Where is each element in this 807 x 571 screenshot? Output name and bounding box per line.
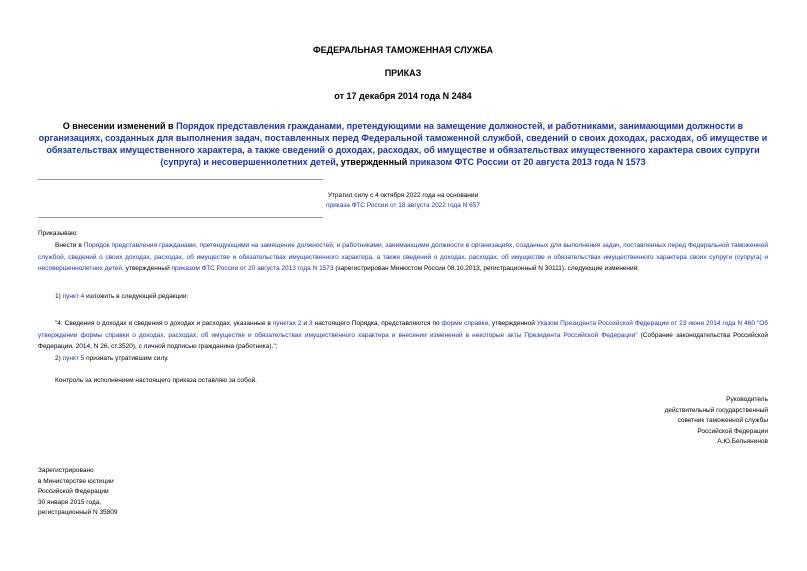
quote-mid-2: , утвержденной (488, 320, 537, 327)
registration-line-1: Зарегистрировано (38, 467, 94, 474)
item-2 (55, 353, 768, 365)
quote-link-item-3[interactable]: 3 (309, 320, 313, 327)
quote-mid-1: настоящего Порядка, представляются по (312, 320, 442, 327)
item-2-prefix: 2) (55, 355, 63, 362)
registration-line-2: в Министерстве юстиции (38, 477, 114, 485)
order-intro: Приказываю: (38, 230, 78, 237)
item-1-prefix: 1) (55, 293, 63, 300)
status-note: Утратил силу с 4 октября 2022 года на основании (327, 192, 479, 199)
main-paragraph (38, 240, 768, 275)
signature-block (560, 395, 768, 448)
heading-link-procedure[interactable]: Порядок представления гражданами, претендующими на замещение должностей, и работниками, занимающими должности в организациях, созданных для выполнения задач, поставленных перед Федеральной таможенной службой, сведений о своих доходах, расходах, об имуществе и обязательствах имущественного характера, а также сведений о доходах, расходах, об имуществе и обязательствах имущественного характера своих супруги (супруга) и несовершеннолетних детей (38, 121, 768, 167)
heading-mid: , утвержденный (335, 157, 410, 167)
quoted-paragraph (38, 318, 768, 353)
main-link-order-1573[interactable]: приказом ФТС России от 20 августа 2013 года N 1573 (171, 265, 334, 272)
item-1 (55, 291, 768, 303)
document-type: ПРИКАЗ (384, 68, 422, 78)
main-mid: , утвержденный (122, 265, 172, 272)
registration-line-3: Российской Федерации (38, 488, 109, 495)
registration-block (38, 466, 238, 519)
registration-line-4: 30 января 2015 года, (38, 498, 102, 506)
document-date: от 17 декабря 2014 года N 2484 (334, 91, 472, 101)
control-paragraph: Контроль за исполнением настоящего приказа оставляю за собой. (55, 377, 257, 384)
quote-link-decree-460[interactable]: Указом Президента Российской Федерации от 23 июня 2014 года N 460 "Об утверждении формы справки о доходах, расходах, об имуществе и обязательствах имущественного характера и внесении изменений в некоторые акты Президента Российской Федерации" (38, 320, 769, 339)
divider-top (38, 179, 323, 180)
item-1-suffix: изложить в следующей редакции: (84, 293, 189, 300)
status-link-order-657[interactable]: приказа ФТС России от 18 августа 2022 года N 657 (326, 202, 480, 209)
signature-line-5: А.Ю.Бельянинов (717, 438, 768, 445)
heading-prefix: О внесении изменений в (62, 121, 177, 131)
quote-link-form[interactable]: форме справки (441, 320, 489, 327)
signature-line-4: Российской Федерации (697, 427, 768, 435)
quote-suffix: (Собрание законодательства Российской Федерации, 2014, N 26, ст.3520), с личной подписью гражданина (работника)."; (38, 331, 768, 350)
item-2-link[interactable]: пункт 5 (62, 355, 85, 362)
main-suffix: (зарегистрирован Минюстом России 08.10.2013, регистрационный N 30111), следующие изменения: (333, 265, 639, 272)
registration-line-5: регистрационный N 35809 (38, 509, 118, 516)
item-1-link[interactable]: пункт 4 (62, 293, 85, 300)
main-prefix: Внести в (55, 242, 84, 249)
quote-link-item-2[interactable]: пунктах 2 (272, 320, 302, 327)
quote-prefix: "4. Сведения о доходах и сведения о доходах и расходах, указанные в (55, 320, 273, 327)
heading-link-order-1573[interactable]: приказом ФТС России от 20 августа 2013 года N 1573 (409, 157, 646, 167)
main-link-procedure[interactable]: Порядок представления гражданами, претендующими на замещение должностей, и работниками, занимающими должности в организациях, созданных для выполнения задач, поставленных перед Федеральной таможенной службой, сведений о своих доходах, расходах, об имуществе и обязательствах имущественного характера, а также сведений о доходах, расходах, об имуществе и обязательствах имущественного характера своих супруги (супруга) и несовершеннолетних детей (38, 242, 768, 272)
quote-and: и (301, 320, 310, 327)
item-2-suffix: признать утратившим силу. (84, 355, 169, 362)
signature-line-3: советник таможенной службы (677, 417, 768, 424)
agency-name: ФЕДЕРАЛЬНАЯ ТАМОЖЕННАЯ СЛУЖБА (312, 45, 494, 55)
signature-line-1: Руководитель (726, 396, 768, 403)
signature-line-2: действительный государственный (664, 406, 768, 414)
divider-bottom (38, 217, 323, 218)
document-heading (38, 120, 768, 168)
